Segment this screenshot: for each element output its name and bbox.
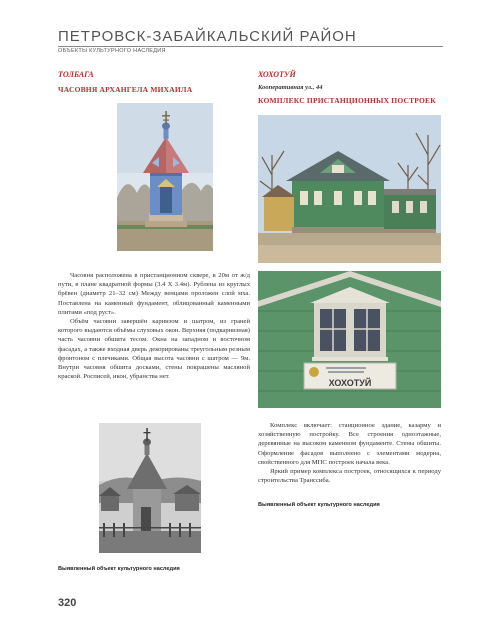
left-place-name: ТОЛБАГА (58, 70, 94, 79)
chapel-archive-photo (99, 423, 201, 553)
section-subtitle: ОБЪЕКТЫ КУЛЬТУРНОГО НАСЛЕДИЯ (58, 48, 166, 54)
right-address: Кооперативная ул., 44 (258, 84, 323, 91)
right-paragraph: Комплекс включает: станционное здание, казарму и хозяйственную постройку. Все строения одноэтажные, деревянные на высоком каменном фундаменте. Стены обшиты. Оформление фасадов выполнено с элементами модерна, свойственного для МПС построек начала века. (258, 422, 441, 466)
left-paragraph: Часовня расположена в пристанционном сквере, в 20м от ж/д пути, в плане квадратной формы (3.4 Х 3.4м). Рублена из круглых брёвен (диаметр 21–32 см) Между венцами проложен слой мха. Поставлена на каменный фундамент, облицованный каменными плитами «под руст». (58, 272, 250, 316)
page-number: 320 (58, 597, 77, 609)
station-building-photo (258, 115, 441, 263)
left-description (58, 271, 250, 381)
right-paragraph: Яркий пример комплекса построек, относящихся к периоду строительства Транссиба. (258, 468, 441, 485)
right-object-title: КОМПЛЕКС ПРИСТАНЦИОННЫХ ПОСТРОЕК (258, 96, 436, 105)
right-description (258, 421, 441, 485)
left-paragraph: Объём часовни завершён карнизом и шатром, из граней которого выдаются объёмы слуховых окон. Верхняя (подкарнизная) часть часовни обшита тесом. Окна на западном и восточном фасадах, а также входная дверь декорированы треугольным резным фронтоном с плечиками. Общая высота часовни с шатром — 9м. Внутри часовня обшита досками, стены покрашены масляной краской. Росписей, икон, убранства нет. (58, 318, 250, 381)
station-sign-text: ХОХОТУЙ (328, 378, 372, 388)
header-divider (58, 46, 443, 47)
left-object-title: ЧАСОВНЯ АРХАНГЕЛА МИХАИЛА (58, 85, 193, 94)
right-place-name: ХОХОТУЙ (258, 70, 296, 79)
chapel-photo (117, 103, 213, 251)
right-caption: Выявленный объект культурного наследия (258, 502, 380, 508)
station-facade-detail-photo (258, 271, 441, 408)
left-caption: Выявленный объект культурного наследия (58, 566, 180, 572)
section-title: ПЕТРОВСК-ЗАБАЙКАЛЬСКИЙ РАЙОН (58, 28, 357, 45)
